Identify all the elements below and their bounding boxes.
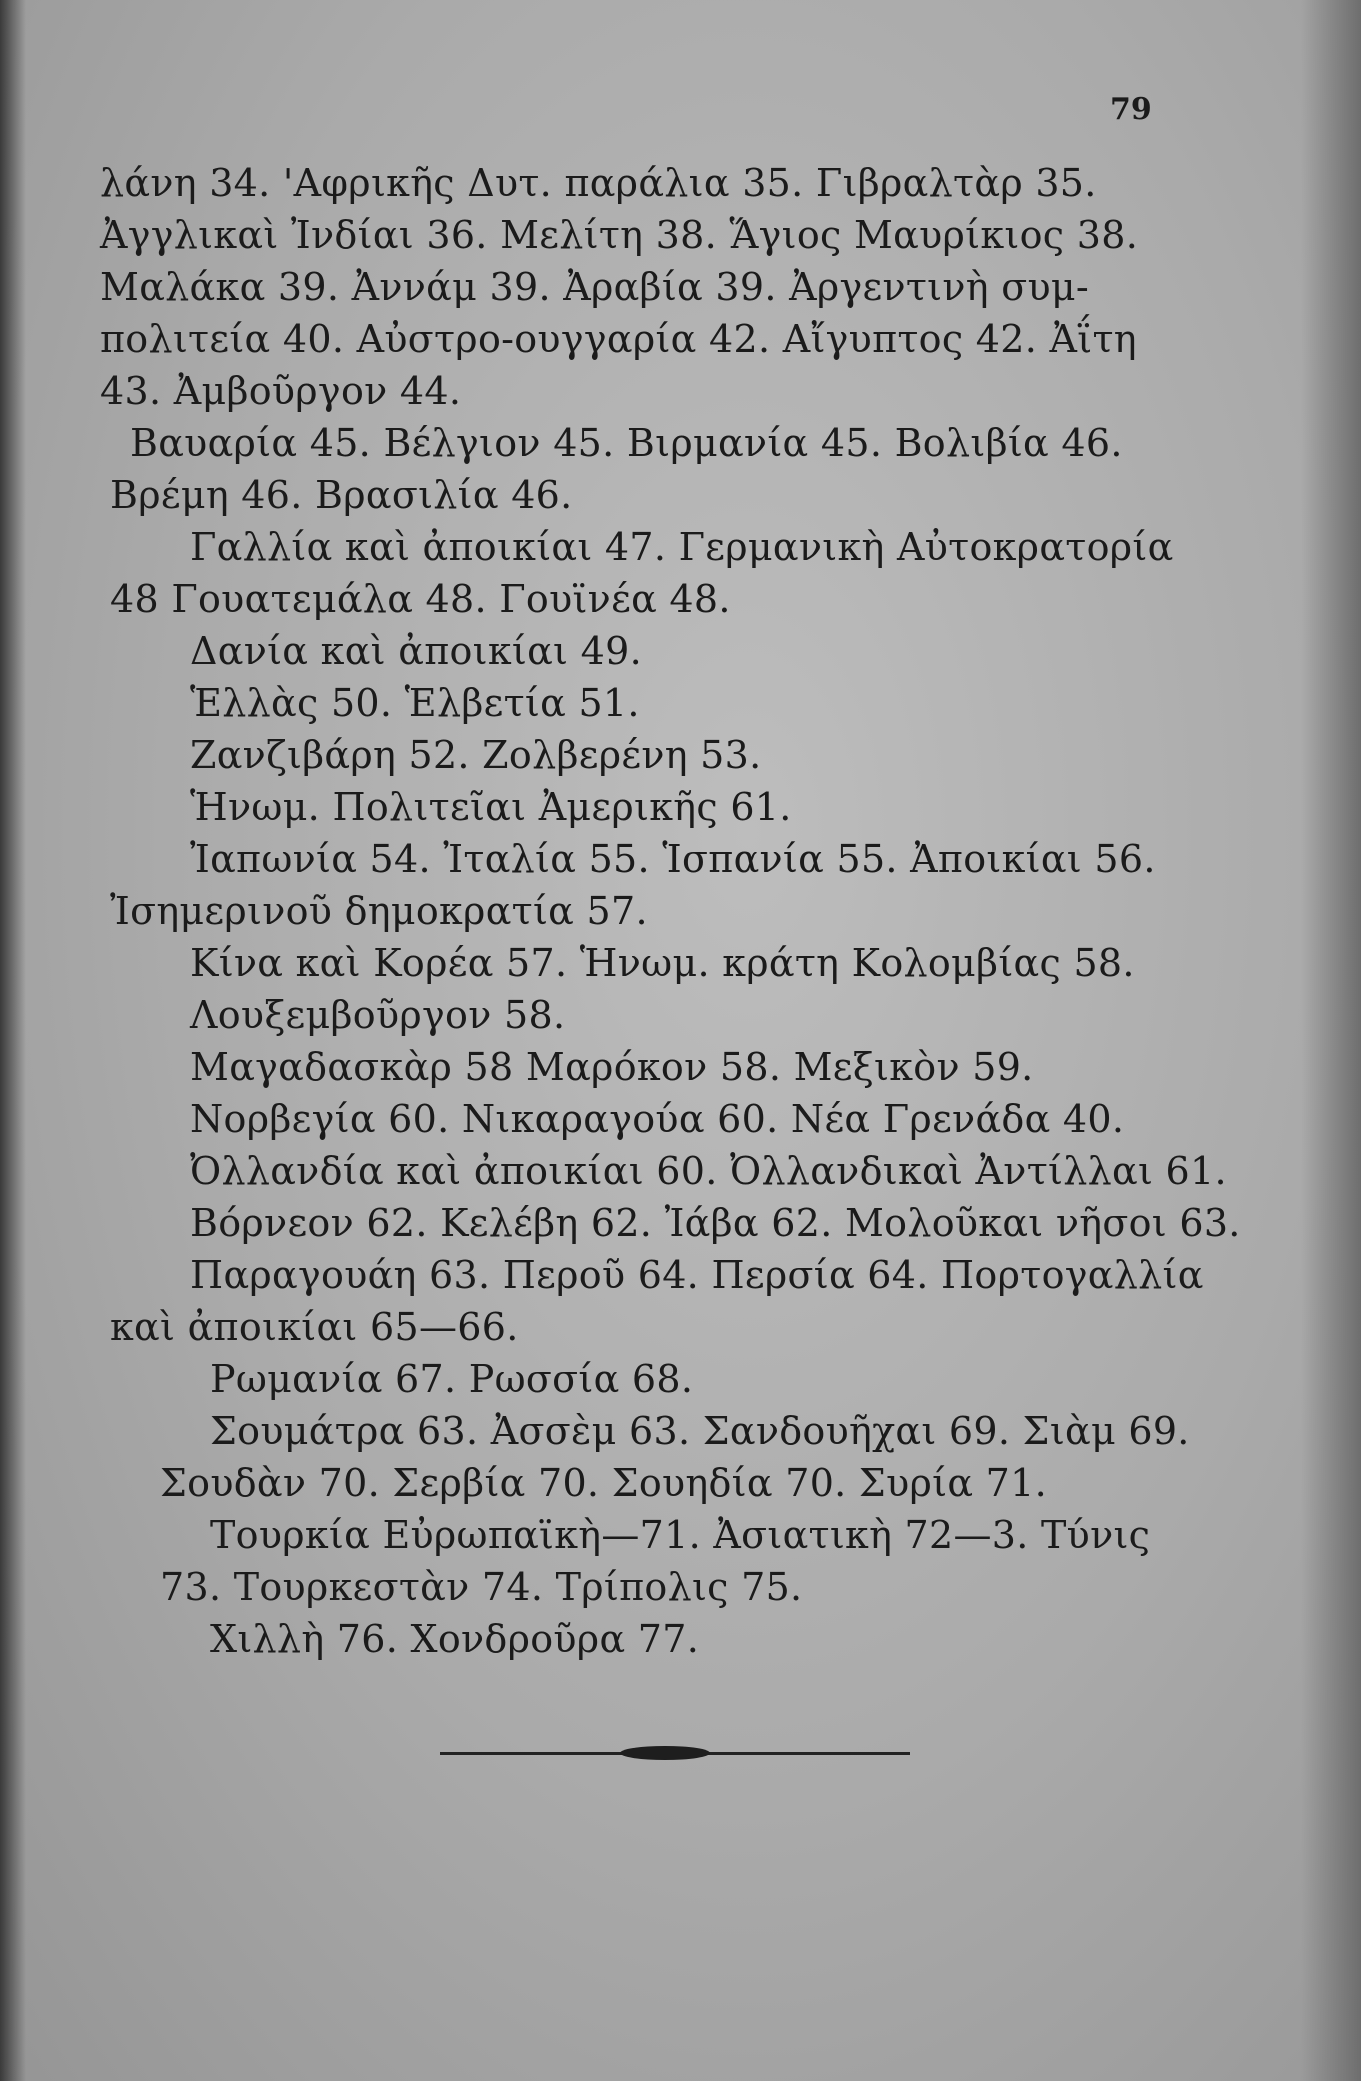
index-line: Γαλλία καὶ ἀποικίαι 47. Γερμανικὴ Αὐτοκρατορία (190, 525, 1174, 569)
index-line: Βαυαρία 45. Βέλγιον 45. Βιρμανία 45. Βολιβία 46. (130, 421, 1123, 465)
index-line: Ἡνωμ. Πολιτεῖαι Ἀμερικῆς 61. (190, 785, 792, 829)
index-line: Μαγαδασκὰρ 58 Μαρόκον 58. Μεξικὸν 59. (190, 1045, 1034, 1089)
index-line: Ὀλλανδία καὶ ἀποικίαι 60. Ὀλλανδικαὶ Ἀντίλλαι 61. (190, 1149, 1227, 1193)
page-gutter-shadow (0, 0, 26, 2081)
index-line: Τουρκία Εὐρωπαϊκὴ—71. Ἀσιατικὴ 72—3. Τύνις (210, 1513, 1151, 1557)
index-line: Ρωμανία 67. Ρωσσία 68. (210, 1357, 694, 1401)
index-line: Ἀγγλικαὶ Ἰνδίαι 36. Μελίτη 38. Ἅγιος Μαυρίκιος 38. (100, 213, 1139, 257)
index-line: 48 Γουατεμάλα 48. Γουϊνέα 48. (110, 577, 731, 621)
index-line: Χιλλὴ 76. Χονδροῦρα 77. (210, 1617, 700, 1661)
index-line: λάνη 34. 'Αφρικῆς Δυτ. παράλια 35. Γιβραλτὰρ 35. (100, 161, 1097, 205)
index-line: Ζανζιβάρη 52. Ζολβερένη 53. (190, 733, 762, 777)
index-line: Λουξεμβοῦργον 58. (190, 993, 566, 1037)
index-line: Βρέμη 46. Βρασιλία 46. (110, 473, 573, 517)
page-edge-shadow (1301, 0, 1361, 2081)
index-line: Σουδὰν 70. Σερβία 70. Σουηδία 70. Συρία 71. (160, 1461, 1048, 1505)
index-line: 73. Τουρκεστὰν 74. Τρίπολις 75. (160, 1565, 803, 1609)
index-line: πολιτεία 40. Αὐστρο-ουγγαρία 42. Αἴγυπτος 42. Ἀΐτη (100, 317, 1137, 361)
index-line: Ἑλλὰς 50. Ἑλβετία 51. (190, 681, 640, 725)
index-line: καὶ ἀποικίαι 65—66. (110, 1305, 519, 1349)
index-line: Βόρνεον 62. Κελέβη 62. Ἰάβα 62. Μολοῦκαι νῆσοι 63. (190, 1201, 1241, 1245)
page-number: 79 (1110, 92, 1152, 127)
index-line: Ἰαπωνία 54. Ἰταλία 55. Ἱσπανία 55. Ἀποικίαι 56. (190, 837, 1156, 881)
index-line: Παραγουάη 63. Περοῦ 64. Περσία 64. Πορτογαλλία (190, 1253, 1204, 1297)
index-line: Ἰσημερινοῦ δημοκρατία 57. (110, 889, 648, 933)
index-line: Σουμάτρα 63. Ἀσσὲμ 63. Σανδουῆχαι 69. Σιὰμ 69. (210, 1409, 1190, 1453)
index-line: Νορβεγία 60. Νικαραγούα 60. Νέα Γρενάδα 40. (190, 1097, 1125, 1141)
index-line: Μαλάκα 39. Ἀννάμ 39. Ἀραβία 39. Ἀργεντινὴ συμ- (100, 265, 1089, 309)
divider-ornament (620, 1746, 710, 1760)
index-line: 43. Ἀμβοῦργον 44. (100, 369, 462, 413)
index-line: Κίνα καὶ Κορέα 57. Ἡνωμ. κράτη Κολομβίας 58. (190, 941, 1135, 985)
index-line: Δανία καὶ ἀποικίαι 49. (190, 629, 642, 673)
